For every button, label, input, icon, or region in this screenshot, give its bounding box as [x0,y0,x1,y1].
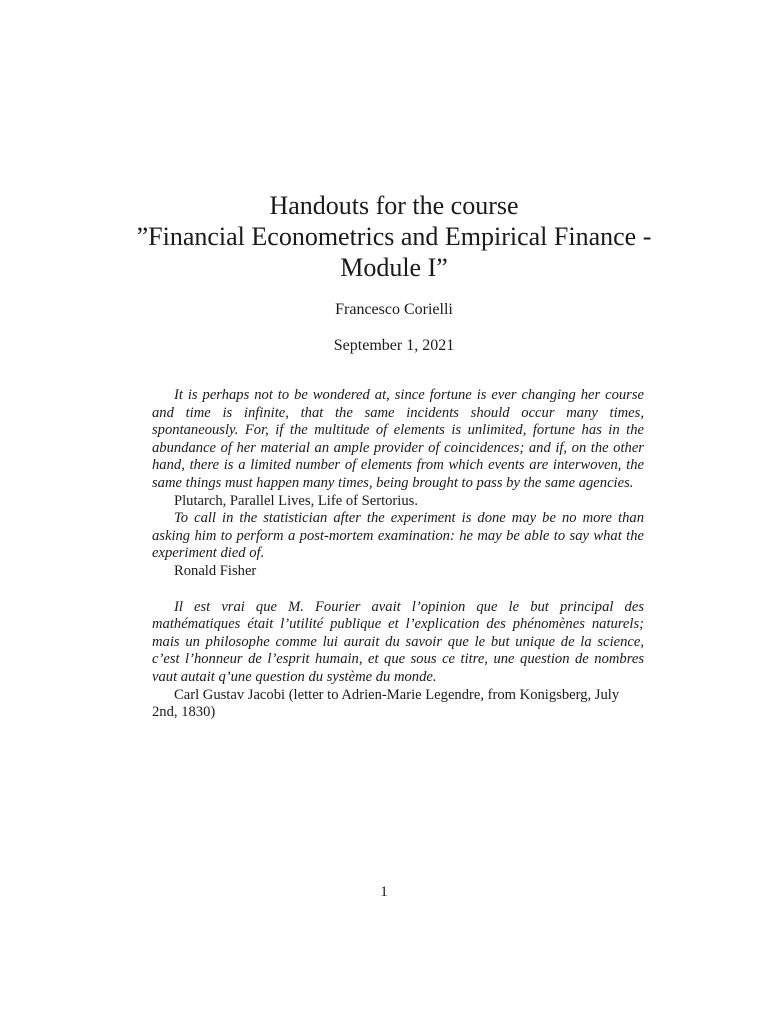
epigraph-fisher [152,510,644,580]
title-line-2: ”Financial Econometrics and Empirical Finance - [136,222,652,251]
author: Francesco Corielli [335,301,453,318]
epigraph-jacobi [152,599,644,722]
quote-text: It is perhaps not to be wondered at, since fortune is ever changing her course and time is infinite, that the same incidents should occur many times, spontaneously. For, if the multitude of elements is unlimited, fortune has in the abundance of her material an ample provider of coincidences; and if, on the other hand, there is a limited number of elements from which events are interwoven, the same things must happen many times, being brought to pass by the same agencies. [152,387,644,491]
title-line-1: Handouts for the course [269,191,519,220]
quote-attribution: Plutarch, Parallel Lives, Life of Sertorius. [174,492,418,509]
document-title [80,190,708,283]
quote-attribution: Carl Gustav Jacobi (letter to Adrien-Marie Legendre, from Konigsberg, July 2nd, 1830) [152,686,620,721]
page-number: 1 [380,884,388,900]
quote-attribution: Ronald Fisher [174,562,257,579]
quote-spacer [152,581,644,599]
epigraph-plutarch [152,387,644,510]
title-line-3: Module I” [340,253,448,282]
quote-text: Il est vrai que M. Fourier avait l’opinion que le but principal des mathématiques était l’utilité publique et l’explication des phénomènes naturels; mais un philosophe comme lui aurait du savoir que le but unique de la science, c’est l’honneur de l’esprit humain, et que sous ce titre, une question de nombres vaut autait q’une question du système du monde. [152,598,644,685]
epigraphs [152,387,644,722]
date: September 1, 2021 [333,337,455,354]
quote-text: To call in the statistician after the experiment is done may be no more than asking him to perform a post-mortem examination: he may be able to say what the experiment died of. [152,510,644,562]
